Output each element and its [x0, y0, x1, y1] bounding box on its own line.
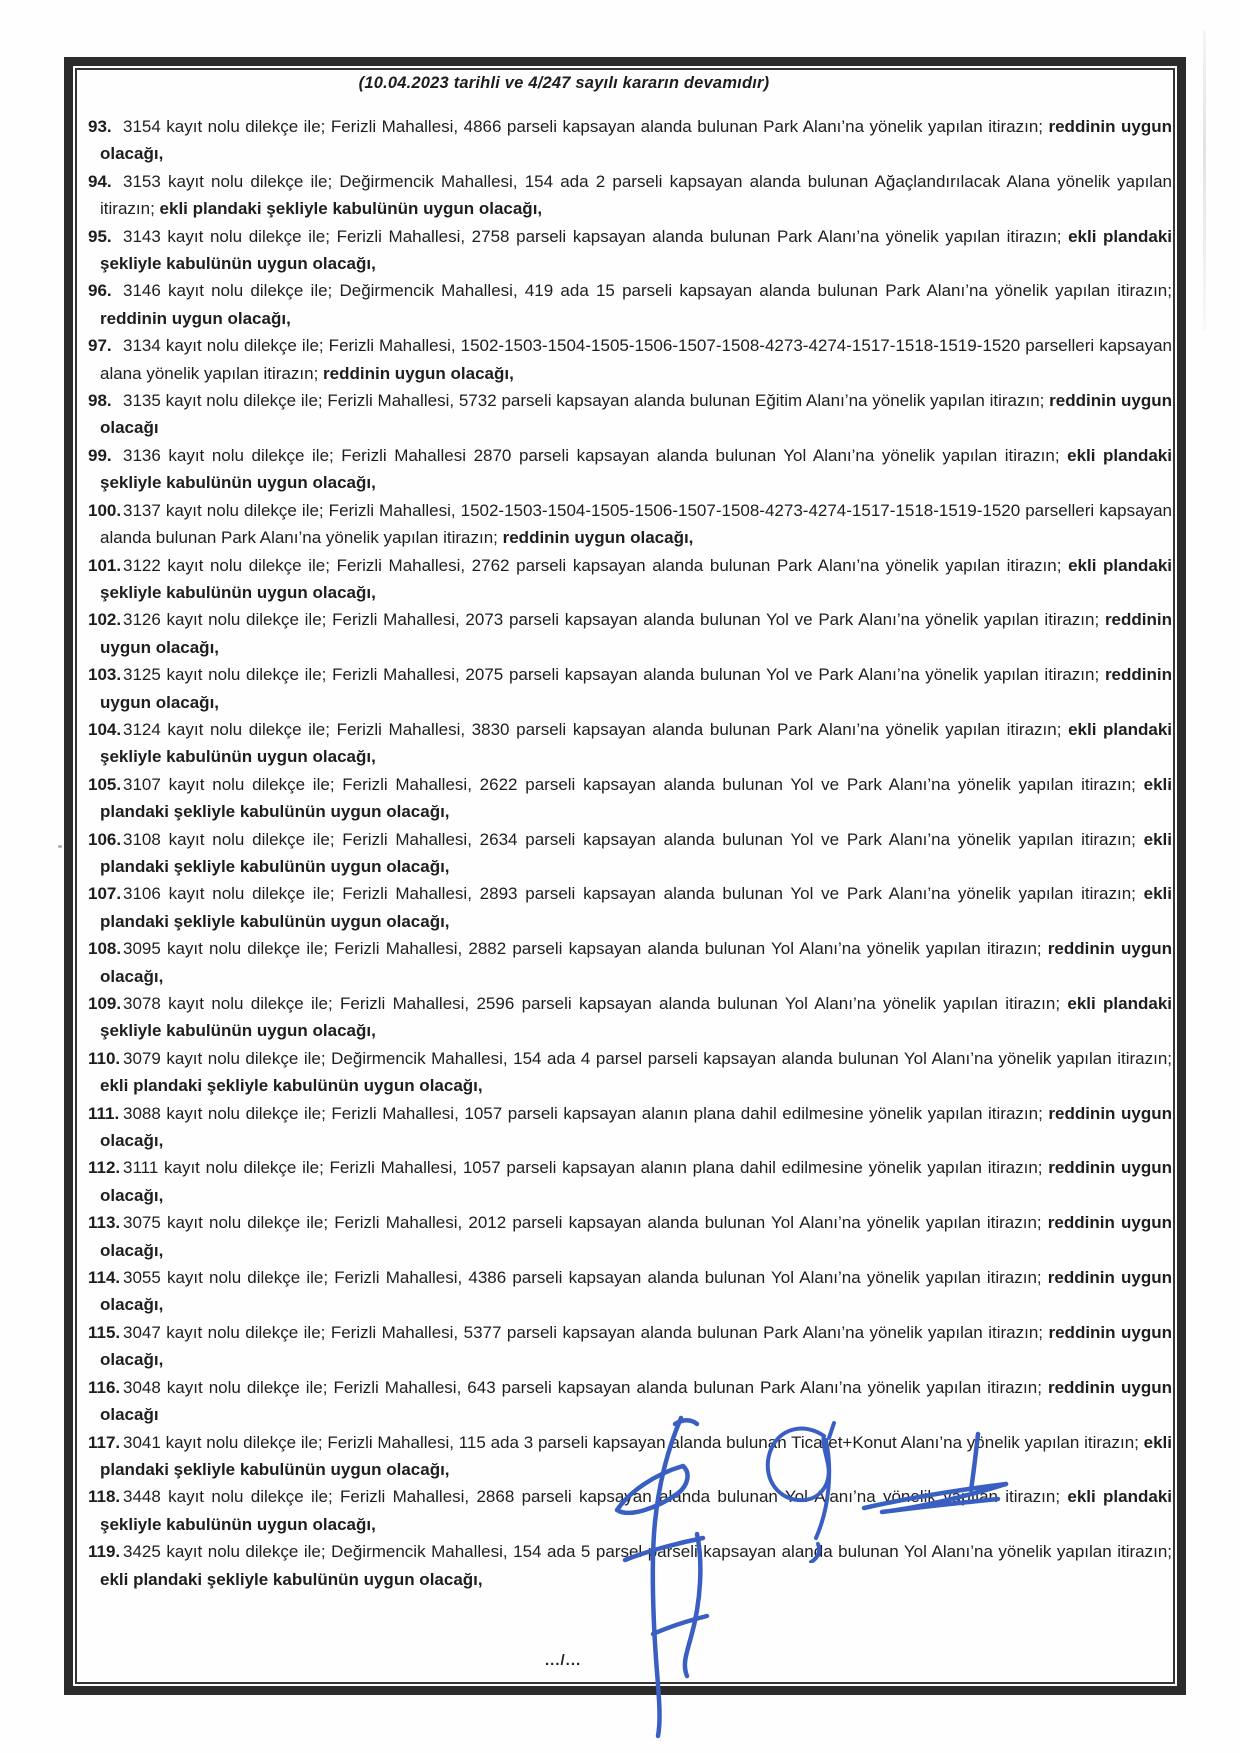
- item-decision-text: ekli plandaki şekliyle kabulünün uygun olacağı,: [100, 1569, 483, 1589]
- list-item: [88, 1100, 1172, 1155]
- list-item: [88, 1319, 1172, 1374]
- item-number: 105.: [88, 774, 122, 794]
- item-number: 99.: [88, 445, 112, 465]
- item-text: 3111 kayıt nolu dilekçe ile; Ferizli Mahallesi, 1057 parseli kapsayan alanın plana dahil edilmesine yönelik yapılan itirazın;: [123, 1158, 1049, 1178]
- item-decision-text: reddinin uygun olacağı,: [100, 939, 1172, 986]
- scan-artifact-dot: [58, 845, 62, 848]
- list-item: [88, 880, 1172, 935]
- item-text: 3095 kayıt nolu dilekçe ile; Ferizli Mahallesi, 2882 parseli kapsayan alanda bulunan Yol Alanı’na yönelik yapılan itirazın;: [123, 939, 1048, 959]
- list-item: [88, 826, 1172, 881]
- signature-scribble-1: [595, 1412, 720, 1742]
- item-number: 118.: [88, 1487, 121, 1507]
- item-number: 112.: [88, 1158, 121, 1178]
- item-text: 3047 kayıt nolu dilekçe ile; Ferizli Mahallesi, 5377 parseli kapsayan alanda bulunan Park Alanı’na yönelik yapılan itirazın;: [123, 1322, 1049, 1342]
- item-number: 98.: [88, 391, 112, 411]
- item-text: 3137 kayıt nolu dilekçe ile; Ferizli Mahallesi, 1502-1503-1504-1505-1506-1507-1508-4273-4274-1517-1518-1519-1520 parselleri kapsayan alanda bulunan Park Alanı’na yönelik yapılan itirazın;: [100, 500, 1172, 548]
- item-decision-text: reddinin uygun olacağı,: [100, 1213, 1172, 1260]
- item-number: 100.: [88, 500, 122, 520]
- list-item: [88, 606, 1172, 661]
- item-text: 3088 kayıt nolu dilekçe ile; Ferizli Mahallesi, 1057 parseli kapsayan alanın plana dahil edilmesine yönelik yapılan itirazın;: [123, 1103, 1049, 1123]
- item-decision-text: reddinin uygun olacağı,: [323, 363, 514, 383]
- item-number: 114.: [88, 1268, 121, 1288]
- item-text: 3134 kayıt nolu dilekçe ile; Ferizli Mahallesi, 1502-1503-1504-1505-1506-1507-1508-4273-4274-1517-1518-1519-1520 parselleri kapsayan alana yönelik yapılan itirazın;: [100, 336, 1172, 383]
- item-decision-text: reddinin uygun olacağı,: [100, 1322, 1172, 1370]
- item-decision-text: ekli plandaki şekliyle kabulünün uygun olacağı,: [100, 1076, 483, 1096]
- item-number: 106.: [88, 829, 122, 849]
- scan-artifact-streak: [1203, 30, 1206, 330]
- item-text: 3108 kayıt nolu dilekçe ile; Ferizli Mahallesi, 2634 parseli kapsayan alanda bulunan Yol ve Park Alanı’na yönelik yapılan itirazın;: [123, 829, 1144, 849]
- item-text: 3107 kayıt nolu dilekçe ile; Ferizli Mahallesi, 2622 parseli kapsayan alanda bulunan Yol ve Park Alanı’na yönelik yapılan itirazın;: [123, 774, 1144, 794]
- item-decision-text: ekli plandaki şekliyle kabulünün uygun olacağı,: [100, 226, 1172, 274]
- item-decision-text: reddinin uygun olacağı,: [502, 528, 694, 548]
- item-number: 96.: [88, 281, 112, 301]
- list-item: [88, 223, 1172, 278]
- item-text: 3154 kayıt nolu dilekçe ile; Ferizli Mahallesi, 4866 parseli kapsayan alanda bulunan Park Alanı’na yönelik yapılan itirazın;: [123, 117, 1049, 136]
- item-number: 101.: [88, 555, 122, 575]
- item-decision-text: ekli plandaki şekliyle kabulünün uygun olacağı,: [100, 719, 1172, 767]
- item-decision-text: ekli plandaki şekliyle kabulünün uygun olacağı,: [100, 445, 1172, 493]
- list-item: [88, 1209, 1172, 1264]
- item-text: 3078 kayıt nolu dilekçe ile; Ferizli Mahallesi, 2596 parseli kapsayan alanda bulunan Yol Alanı’na yönelik yapılan itirazın;: [123, 994, 1068, 1013]
- item-text: 3048 kayıt nolu dilekçe ile; Ferizli Mahallesi, 643 parseli kapsayan alanda bulunan Park Alanı’na yönelik yapılan itirazın;: [123, 1377, 1048, 1397]
- item-decision-text: reddinin uygun olacağı,: [100, 1268, 1172, 1315]
- item-number: 102.: [88, 610, 122, 630]
- list-item: [88, 771, 1172, 826]
- list-item: [88, 387, 1172, 442]
- item-text: 3135 kayıt nolu dilekçe ile; Ferizli Mahallesi, 5732 parseli kapsayan alanda bulunan Eğitim Alanı’na yönelik yapılan itirazın;: [123, 391, 1050, 411]
- list-item: [88, 990, 1172, 1045]
- item-decision-text: ekli plandaki şekliyle kabulünün uygun olacağı,: [100, 884, 1172, 931]
- list-item: [88, 497, 1172, 552]
- list-item: [88, 113, 1172, 168]
- item-number: 97.: [88, 336, 112, 356]
- list-item: [88, 1045, 1172, 1100]
- item-decision-text: reddinin uygun olacağı: [100, 1377, 1172, 1425]
- list-item: [88, 168, 1172, 223]
- item-number: 116.: [88, 1377, 121, 1397]
- list-item: [88, 661, 1172, 716]
- list-item: [88, 277, 1172, 332]
- item-decision-text: ekli plandaki şekliyle kabulünün uygun olacağı,: [100, 1432, 1172, 1479]
- item-decision-text: reddinin uygun olacağı,: [100, 665, 1172, 712]
- item-decision-text: reddinin uygun olacağı,: [100, 1158, 1172, 1205]
- item-number: 115.: [88, 1322, 121, 1342]
- item-text: 3122 kayıt nolu dilekçe ile; Ferizli Mahallesi, 2762 parseli kapsayan alanda bulunan Park Alanı’na yönelik yapılan itirazın;: [123, 555, 1069, 575]
- item-decision-text: ekli plandaki şekliyle kabulünün uygun olacağı,: [100, 994, 1172, 1041]
- item-number: 104.: [88, 719, 122, 739]
- item-text: 3125 kayıt nolu dilekçe ile; Ferizli Mahallesi, 2075 parseli kapsayan alanda bulunan Yol ve Park Alanı’na yönelik yapılan itirazın;: [123, 665, 1105, 685]
- item-decision-text: reddinin uygun olacağı,: [100, 1103, 1172, 1151]
- item-number: 110.: [88, 1048, 121, 1068]
- item-number: 119.: [88, 1542, 121, 1562]
- item-number: 113.: [88, 1213, 121, 1233]
- item-text: 3146 kayıt nolu dilekçe ile; Değirmencik Mahallesi, 419 ada 15 parseli kapsayan alanda bulunan Park Alanı’na yönelik yapılan itirazın;: [123, 281, 1172, 301]
- list-item: [88, 716, 1172, 771]
- item-number: 93.: [88, 117, 112, 136]
- item-text: 3153 kayıt nolu dilekçe ile; Değirmencik Mahallesi, 154 ada 2 parseli kapsayan alanda bulunan Ağaçlandırılacak Alana yönelik yapılan itirazın;: [100, 171, 1172, 219]
- item-text: 3055 kayıt nolu dilekçe ile; Ferizli Mahallesi, 4386 parseli kapsayan alanda bulunan Yol Alanı’na yönelik yapılan itirazın;: [123, 1268, 1048, 1288]
- item-number: 111.: [88, 1103, 120, 1123]
- item-decision-text: ekli plandaki şekliyle kabulünün uygun olacağı,: [100, 829, 1172, 876]
- continuation-header: (10.04.2023 tarihli ve 4/247 sayılı kararın devamıdır): [358, 74, 770, 92]
- page-content: [88, 74, 1172, 1593]
- list-item: [88, 1154, 1172, 1209]
- item-number: 107.: [88, 884, 122, 904]
- item-text: 3448 kayıt nolu dilekçe ile; Ferizli Mahallesi, 2868 parseli kapsayan alanda bulunan Yol Alanı’na yönelik yapılan itirazın;: [123, 1487, 1068, 1507]
- item-number: 94.: [88, 171, 112, 191]
- item-text: 3126 kayıt nolu dilekçe ile; Ferizli Mahallesi, 2073 parseli kapsayan alanda bulunan Yol ve Park Alanı’na yönelik yapılan itirazın;: [123, 610, 1105, 630]
- list-item: [88, 1264, 1172, 1319]
- item-decision-text: ekli plandaki şekliyle kabulünün uygun olacağı,: [100, 555, 1172, 602]
- item-text: 3079 kayıt nolu dilekçe ile; Değirmencik Mahallesi, 154 ada 4 parsel parseli kapsayan alanda bulunan Yol Alanı’na yönelik yapılan itirazın;: [123, 1048, 1172, 1068]
- item-decision-text: reddinin uygun olacağı,: [100, 117, 1172, 164]
- list-item: [88, 442, 1172, 497]
- item-number: 109.: [88, 994, 122, 1013]
- item-decision-text: reddinin uygun olacağı,: [100, 308, 291, 328]
- item-text: 3136 kayıt nolu dilekçe ile; Ferizli Mahallesi 2870 parseli kapsayan alanda bulunan Yol Alanı’na yönelik yapılan itirazın;: [123, 445, 1068, 465]
- list-item: [88, 552, 1172, 607]
- item-decision-text: reddinin uygun olacağı,: [100, 610, 1172, 657]
- item-number: 95.: [88, 226, 112, 246]
- signature-scribble-3: [858, 1428, 1013, 1533]
- signature-scribble-2: [752, 1418, 857, 1563]
- item-decision-text: ekli plandaki şekliyle kabulünün uygun olacağı,: [100, 1487, 1172, 1534]
- item-text: 3041 kayıt nolu dilekçe ile; Ferizli Mahallesi, 115 ada 3 parseli kapsayan alanda bulunan Ticaret+Konut Alanı’na yönelik yapılan itirazın;: [123, 1432, 1144, 1452]
- page-continuation-marker: .../...: [545, 1652, 582, 1669]
- item-number: 117.: [88, 1432, 121, 1452]
- item-text: 3075 kayıt nolu dilekçe ile; Ferizli Mahallesi, 2012 parseli kapsayan alanda bulunan Yol Alanı’na yönelik yapılan itirazın;: [123, 1213, 1048, 1233]
- list-item: [88, 332, 1172, 387]
- item-decision-text: reddinin uygun olacağı: [100, 391, 1172, 438]
- item-text: 3106 kayıt nolu dilekçe ile; Ferizli Mahallesi, 2893 parseli kapsayan alanda bulunan Yol ve Park Alanı’na yönelik yapılan itirazın;: [123, 884, 1144, 904]
- decision-list: [88, 113, 1172, 1593]
- item-number: 108.: [88, 939, 122, 959]
- item-number: 103.: [88, 665, 122, 685]
- item-decision-text: ekli plandaki şekliyle kabulünün uygun olacağı,: [100, 774, 1172, 822]
- item-text: 3425 kayıt nolu dilekçe ile; Değirmencik Mahallesi, 154 ada 5 parsel parseli kapsayan alanda bulunan Yol Alanı’na yönelik yapılan itirazın;: [123, 1542, 1172, 1562]
- item-text: 3143 kayıt nolu dilekçe ile; Ferizli Mahallesi, 2758 parseli kapsayan alanda bulunan Park Alanı’na yönelik yapılan itirazın;: [123, 226, 1069, 246]
- list-item: [88, 935, 1172, 990]
- item-text: 3124 kayıt nolu dilekçe ile; Ferizli Mahallesi, 3830 parseli kapsayan alanda bulunan Park Alanı’na yönelik yapılan itirazın;: [123, 719, 1069, 739]
- item-decision-text: ekli plandaki şekliyle kabulünün uygun olacağı,: [159, 199, 543, 219]
